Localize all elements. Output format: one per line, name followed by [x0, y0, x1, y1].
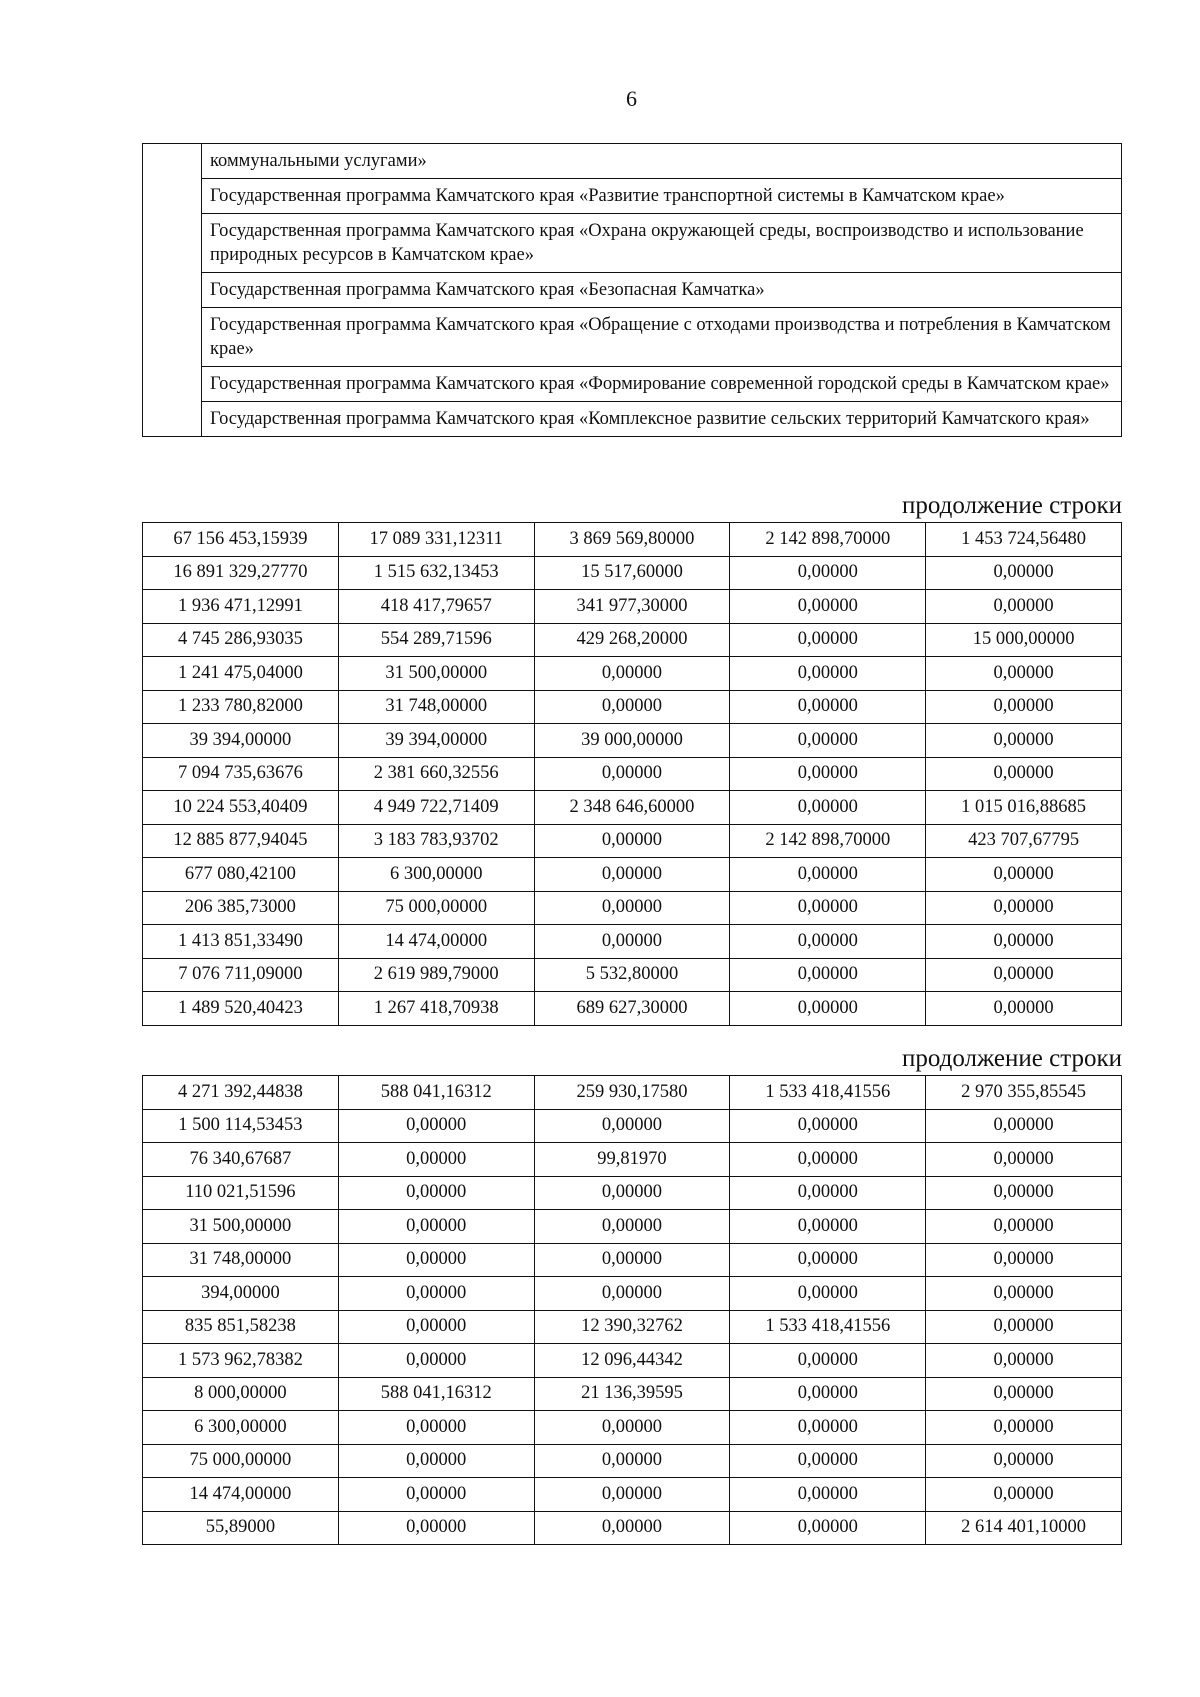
value-cell: 2 142 898,70000 — [730, 824, 926, 858]
value-cell: 0,00000 — [926, 1210, 1122, 1244]
value-cell: 0,00000 — [338, 1478, 534, 1512]
table-row — [143, 1310, 1122, 1344]
value-cell: 4 271 392,44838 — [143, 1076, 339, 1110]
table-row — [143, 858, 1122, 892]
program-name-cell: Государственная программа Камчатского края «Обращение с отходами производства и потребления в Камчатском крае» — [202, 308, 1122, 367]
value-cell: 2 381 660,32556 — [338, 757, 534, 791]
value-cell: 0,00000 — [730, 1344, 926, 1378]
value-cell: 0,00000 — [730, 891, 926, 925]
value-cell: 0,00000 — [730, 1478, 926, 1512]
table-row — [143, 523, 1122, 557]
value-cell: 0,00000 — [534, 891, 730, 925]
table-row — [143, 824, 1122, 858]
value-cell: 31 500,00000 — [338, 657, 534, 691]
value-cell: 1 453 724,56480 — [926, 523, 1122, 557]
value-cell: 75 000,00000 — [338, 891, 534, 925]
value-cell: 1 413 851,33490 — [143, 925, 339, 959]
table-row — [143, 992, 1122, 1026]
value-cell: 0,00000 — [730, 925, 926, 959]
value-cell: 0,00000 — [730, 1444, 926, 1478]
program-row — [143, 308, 1122, 367]
value-cell: 1 533 418,41556 — [730, 1310, 926, 1344]
value-cell: 0,00000 — [730, 791, 926, 825]
table-row — [143, 1109, 1122, 1143]
value-cell: 6 300,00000 — [338, 858, 534, 892]
value-cell: 110 021,51596 — [143, 1176, 339, 1210]
value-cell: 12 096,44342 — [534, 1344, 730, 1378]
value-cell: 588 041,16312 — [338, 1377, 534, 1411]
value-cell: 0,00000 — [730, 1377, 926, 1411]
value-cell: 0,00000 — [534, 1210, 730, 1244]
value-cell: 31 500,00000 — [143, 1210, 339, 1244]
value-cell: 0,00000 — [534, 1243, 730, 1277]
value-cell: 14 474,00000 — [338, 925, 534, 959]
value-cell: 0,00000 — [926, 556, 1122, 590]
table-row — [143, 958, 1122, 992]
value-cell: 0,00000 — [534, 925, 730, 959]
value-cell: 0,00000 — [926, 858, 1122, 892]
value-cell: 0,00000 — [926, 958, 1122, 992]
value-cell: 0,00000 — [534, 1109, 730, 1143]
value-cell: 0,00000 — [534, 824, 730, 858]
value-cell: 2 619 989,79000 — [338, 958, 534, 992]
program-row — [143, 367, 1122, 402]
value-cell: 39 000,00000 — [534, 724, 730, 758]
value-cell: 5 532,80000 — [534, 958, 730, 992]
value-cell: 0,00000 — [338, 1344, 534, 1378]
continuation-label: продолжение строки — [901, 1045, 1122, 1072]
value-cell: 0,00000 — [730, 1511, 926, 1545]
table-row — [143, 1176, 1122, 1210]
value-cell: 2 348 646,60000 — [534, 791, 730, 825]
value-cell: 10 224 553,40409 — [143, 791, 339, 825]
table-row — [143, 1277, 1122, 1311]
value-cell: 0,00000 — [926, 1243, 1122, 1277]
table-row — [143, 1478, 1122, 1512]
table-row — [143, 1444, 1122, 1478]
program-name-cell: Государственная программа Камчатского края «Комплексное развитие сельских территорий Камчатского края» — [202, 402, 1122, 437]
value-cell: 1 233 780,82000 — [143, 690, 339, 724]
value-cell: 0,00000 — [534, 1411, 730, 1445]
value-cell: 0,00000 — [730, 590, 926, 624]
value-cell: 2 970 355,85545 — [926, 1076, 1122, 1110]
value-cell: 1 267 418,70938 — [338, 992, 534, 1026]
value-cell: 0,00000 — [926, 1310, 1122, 1344]
value-cell: 0,00000 — [926, 1444, 1122, 1478]
table-row — [143, 1344, 1122, 1378]
value-cell: 12 390,32762 — [534, 1310, 730, 1344]
value-cell: 0,00000 — [534, 1511, 730, 1545]
value-cell: 394,00000 — [143, 1277, 339, 1311]
value-cell: 677 080,42100 — [143, 858, 339, 892]
value-cell: 0,00000 — [338, 1411, 534, 1445]
value-cell: 0,00000 — [534, 1478, 730, 1512]
value-cell: 0,00000 — [926, 757, 1122, 791]
value-cell: 0,00000 — [926, 657, 1122, 691]
value-cell: 8 000,00000 — [143, 1377, 339, 1411]
value-cell: 39 394,00000 — [143, 724, 339, 758]
value-cell: 0,00000 — [338, 1310, 534, 1344]
value-cell: 0,00000 — [730, 623, 926, 657]
value-cell: 0,00000 — [926, 1176, 1122, 1210]
value-cell: 0,00000 — [534, 657, 730, 691]
value-cell: 0,00000 — [730, 724, 926, 758]
value-cell: 31 748,00000 — [143, 1243, 339, 1277]
number-column-cell — [143, 144, 202, 437]
value-cell: 21 136,39595 — [534, 1377, 730, 1411]
value-cell: 7 094 735,63676 — [143, 757, 339, 791]
value-cell: 0,00000 — [730, 992, 926, 1026]
table-row — [143, 690, 1122, 724]
table-row — [143, 891, 1122, 925]
value-cell: 0,00000 — [338, 1277, 534, 1311]
program-row — [143, 179, 1122, 214]
value-cell: 55,89000 — [143, 1511, 339, 1545]
value-cell: 0,00000 — [730, 657, 926, 691]
value-cell: 206 385,73000 — [143, 891, 339, 925]
value-cell: 1 500 114,53453 — [143, 1109, 339, 1143]
value-cell: 0,00000 — [338, 1109, 534, 1143]
value-cell: 588 041,16312 — [338, 1076, 534, 1110]
value-cell: 3 183 783,93702 — [338, 824, 534, 858]
table-row — [143, 1377, 1122, 1411]
value-cell: 17 089 331,12311 — [338, 523, 534, 557]
programs-table — [142, 143, 1122, 437]
table-row — [143, 724, 1122, 758]
value-cell: 1 573 962,78382 — [143, 1344, 339, 1378]
value-cell: 0,00000 — [730, 958, 926, 992]
value-cell: 0,00000 — [534, 1176, 730, 1210]
program-name-cell: Государственная программа Камчатского края «Формирование современной городской среды в Камчатском крае» — [202, 367, 1122, 402]
value-cell: 0,00000 — [338, 1511, 534, 1545]
value-cell: 0,00000 — [534, 690, 730, 724]
table-row — [143, 556, 1122, 590]
value-cell: 0,00000 — [926, 1277, 1122, 1311]
table-row — [143, 1210, 1122, 1244]
value-cell: 554 289,71596 — [338, 623, 534, 657]
value-cell: 1 015 016,88685 — [926, 791, 1122, 825]
value-cell: 0,00000 — [338, 1176, 534, 1210]
value-cell: 1 241 475,04000 — [143, 657, 339, 691]
value-cell: 15 517,60000 — [534, 556, 730, 590]
value-cell: 259 930,17580 — [534, 1076, 730, 1110]
table-row — [143, 657, 1122, 691]
value-cell: 1 489 520,40423 — [143, 992, 339, 1026]
value-cell: 0,00000 — [926, 1143, 1122, 1177]
value-cell: 0,00000 — [926, 1377, 1122, 1411]
value-cell: 341 977,30000 — [534, 590, 730, 624]
value-cell: 0,00000 — [730, 556, 926, 590]
value-cell: 0,00000 — [534, 1277, 730, 1311]
value-cell: 2 142 898,70000 — [730, 523, 926, 557]
table-row — [143, 1076, 1122, 1110]
value-cell: 0,00000 — [926, 1344, 1122, 1378]
value-cell: 14 474,00000 — [143, 1478, 339, 1512]
value-cell: 0,00000 — [926, 1478, 1122, 1512]
table-row — [143, 590, 1122, 624]
value-cell: 0,00000 — [730, 1411, 926, 1445]
value-cell: 0,00000 — [338, 1444, 534, 1478]
table-row — [143, 791, 1122, 825]
table-row — [143, 757, 1122, 791]
value-cell: 0,00000 — [730, 690, 926, 724]
value-cell: 1 515 632,13453 — [338, 556, 534, 590]
table-row — [143, 1411, 1122, 1445]
table-row — [143, 1511, 1122, 1545]
program-row — [143, 402, 1122, 437]
value-cell: 0,00000 — [926, 590, 1122, 624]
program-name-cell: Государственная программа Камчатского края «Охрана окружающей среды, воспроизводство и использование природных ресурсов в Камчатском крае» — [202, 214, 1122, 273]
program-row — [143, 273, 1122, 308]
value-cell: 4 745 286,93035 — [143, 623, 339, 657]
value-cell: 67 156 453,15939 — [143, 523, 339, 557]
value-cell: 2 614 401,10000 — [926, 1511, 1122, 1545]
value-cell: 1 533 418,41556 — [730, 1076, 926, 1110]
value-cell: 0,00000 — [730, 858, 926, 892]
value-cell: 418 417,79657 — [338, 590, 534, 624]
table-row — [143, 925, 1122, 959]
continuation-label: продолжение строки — [901, 492, 1122, 519]
value-cell: 0,00000 — [730, 1243, 926, 1277]
table-row — [143, 623, 1122, 657]
value-cell: 76 340,67687 — [143, 1143, 339, 1177]
value-cell: 0,00000 — [338, 1143, 534, 1177]
value-cell: 423 707,67795 — [926, 824, 1122, 858]
value-cell: 6 300,00000 — [143, 1411, 339, 1445]
value-cell: 0,00000 — [926, 925, 1122, 959]
program-name-cell: Государственная программа Камчатского края «Безопасная Камчатка» — [202, 273, 1122, 308]
value-cell: 0,00000 — [926, 690, 1122, 724]
program-row — [143, 144, 1122, 179]
value-cell: 4 949 722,71409 — [338, 791, 534, 825]
value-cell: 15 000,00000 — [926, 623, 1122, 657]
value-cell: 39 394,00000 — [338, 724, 534, 758]
value-cell: 12 885 877,94045 — [143, 824, 339, 858]
value-cell: 0,00000 — [926, 1411, 1122, 1445]
value-cell: 0,00000 — [926, 724, 1122, 758]
page-number: 6 — [626, 86, 637, 111]
program-name-cell: Государственная программа Камчатского края «Развитие транспортной системы в Камчатском крае» — [202, 179, 1122, 214]
value-cell: 0,00000 — [926, 992, 1122, 1026]
value-cell: 0,00000 — [338, 1210, 534, 1244]
value-cell: 0,00000 — [730, 1176, 926, 1210]
value-cell: 7 076 711,09000 — [143, 958, 339, 992]
value-cell: 0,00000 — [926, 891, 1122, 925]
value-cell: 0,00000 — [730, 1277, 926, 1311]
value-cell: 0,00000 — [534, 1444, 730, 1478]
value-cell: 835 851,58238 — [143, 1310, 339, 1344]
value-cell: 689 627,30000 — [534, 992, 730, 1026]
table-row — [143, 1243, 1122, 1277]
value-cell: 16 891 329,27770 — [143, 556, 339, 590]
table-row — [143, 1143, 1122, 1177]
value-cell: 0,00000 — [730, 1109, 926, 1143]
program-row — [143, 214, 1122, 273]
value-cell: 0,00000 — [730, 1210, 926, 1244]
value-cell: 3 869 569,80000 — [534, 523, 730, 557]
value-cell: 0,00000 — [730, 1143, 926, 1177]
numbers-table-2 — [142, 1075, 1122, 1545]
value-cell: 1 936 471,12991 — [143, 590, 339, 624]
value-cell: 0,00000 — [730, 757, 926, 791]
value-cell: 31 748,00000 — [338, 690, 534, 724]
numbers-table-1 — [142, 522, 1122, 1026]
value-cell: 0,00000 — [926, 1109, 1122, 1143]
value-cell: 429 268,20000 — [534, 623, 730, 657]
value-cell: 75 000,00000 — [143, 1444, 339, 1478]
value-cell: 99,81970 — [534, 1143, 730, 1177]
value-cell: 0,00000 — [338, 1243, 534, 1277]
program-name-cell: коммунальными услугами» — [202, 144, 1122, 179]
value-cell: 0,00000 — [534, 757, 730, 791]
value-cell: 0,00000 — [534, 858, 730, 892]
